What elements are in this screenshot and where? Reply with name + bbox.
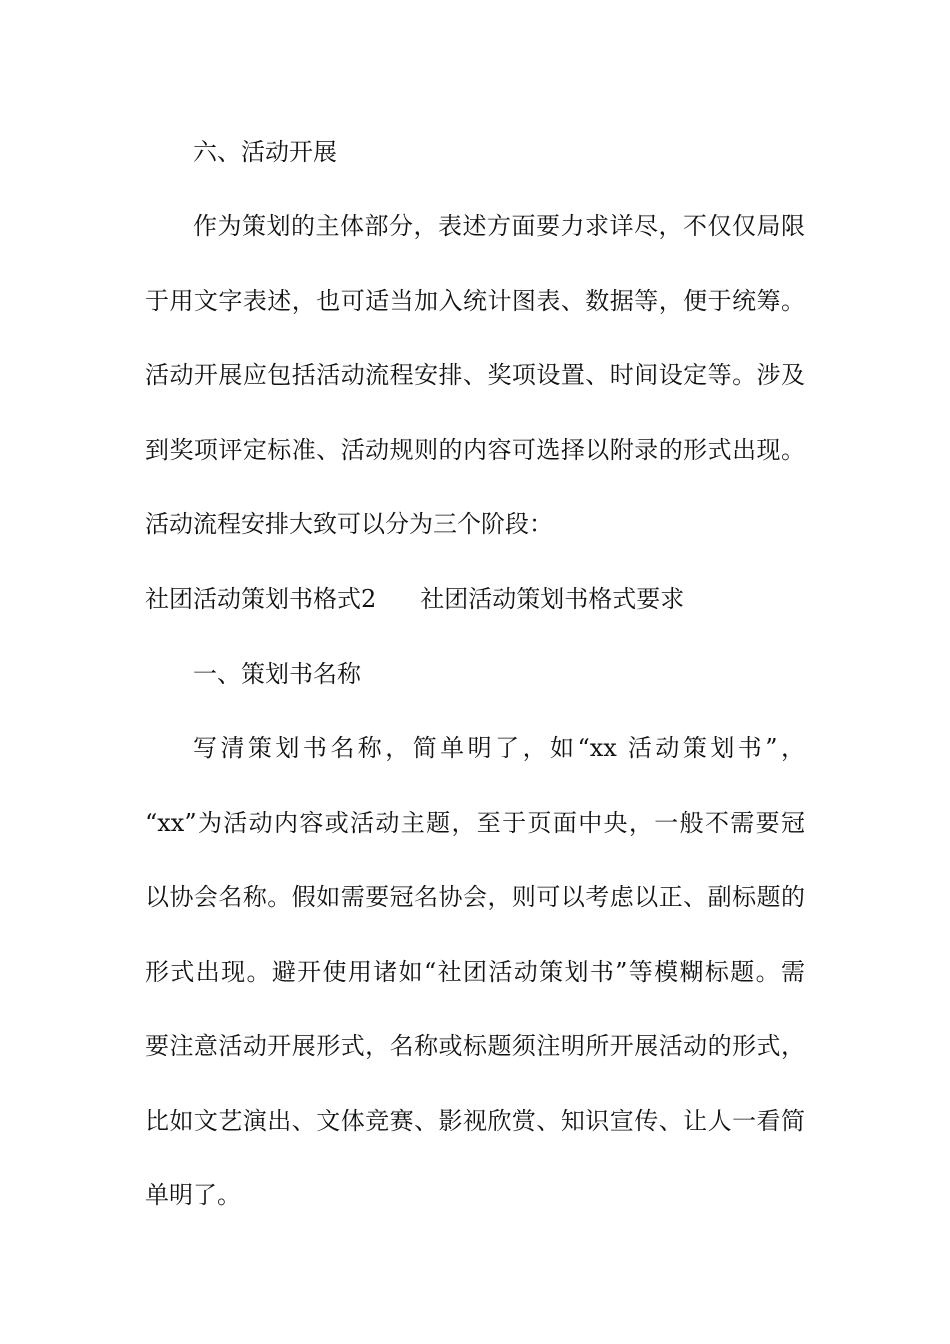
format-title: 社团活动策划书格式2 — [145, 585, 377, 613]
paragraph-line: 作为策划的主体部分，表述方面要力求详尽，不仅仅局限 — [193, 212, 805, 240]
paragraph-line: 要注意活动开展形式，名称或标题须注明所开展活动的形式， — [145, 1032, 805, 1060]
paragraph-line: “xx”为活动内容或活动主题，至于页面中央，一般不需要冠 — [145, 809, 805, 837]
section-heading-activity: 六、活动开展 — [193, 138, 337, 166]
paragraph-line: 形式出现。避开使用诸如“社团活动策划书”等模糊标题。需 — [145, 958, 805, 986]
paragraph-line: 比如文艺演出、文体竞赛、影视欣赏、知识宣传、让人一看简 — [145, 1107, 805, 1135]
paragraph-line: 于用文字表述，也可适当加入统计图表、数据等，便于统筹。 — [145, 287, 805, 315]
paragraph-line: 到奖项评定标准、活动规则的内容可选择以附录的形式出现。 — [145, 436, 805, 464]
paragraph-line: 写清策划书名称，简单明了，如“xx 活动策划书”， — [193, 734, 805, 762]
paragraph-line: 活动开展应包括活动流程安排、奖项设置、时间设定等。涉及 — [145, 361, 805, 389]
paragraph-line: 以协会名称。假如需要冠名协会，则可以考虑以正、副标题的 — [145, 883, 805, 911]
format-title-row — [145, 584, 684, 614]
format-subtitle: 社团活动策划书格式要求 — [420, 585, 685, 613]
paragraph-line: 单明了。 — [145, 1181, 241, 1209]
paragraph-line: 活动流程安排大致可以分为三个阶段： — [145, 510, 553, 538]
section-heading-name: 一、策划书名称 — [193, 660, 361, 688]
